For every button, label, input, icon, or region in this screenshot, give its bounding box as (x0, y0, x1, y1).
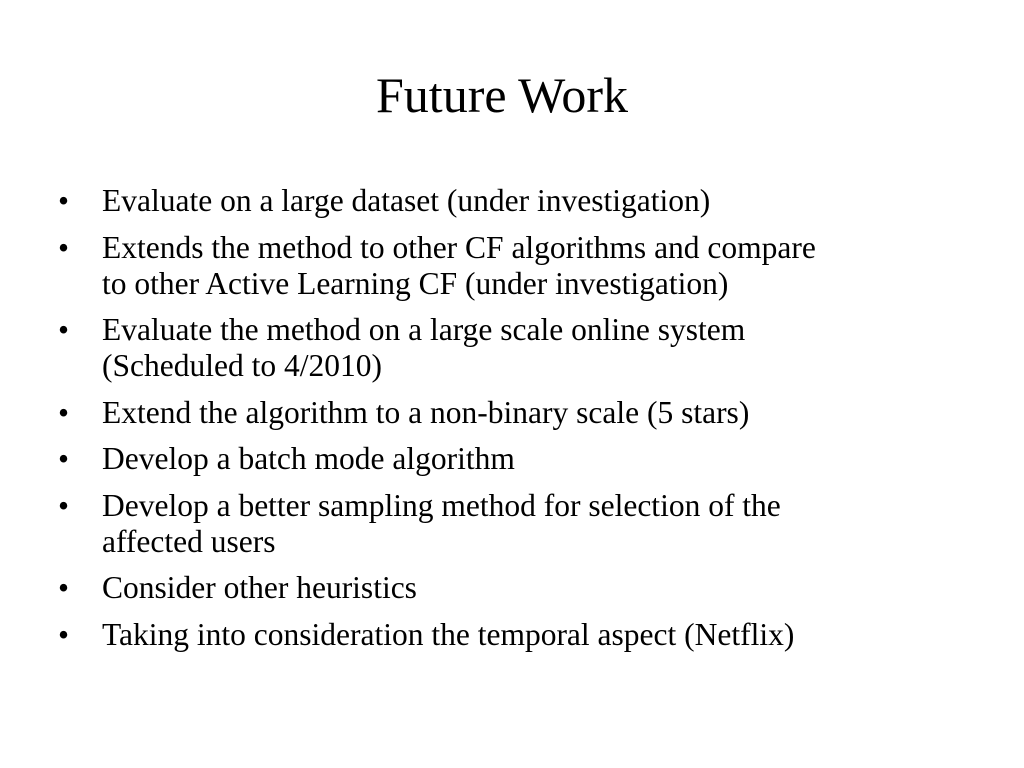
bullet-icon: • (58, 183, 70, 218)
bullet-icon: • (58, 487, 70, 523)
bullet-item (58, 441, 1018, 477)
bullet-text-line: Evaluate on a large dataset (under investigation) (102, 183, 711, 218)
bullet-list (58, 183, 1018, 663)
bullet-item (58, 183, 1018, 219)
bullet-icon: • (58, 229, 70, 265)
bullet-text-line: Extend the algorithm to a non-binary scale (5 stars) (102, 394, 750, 430)
bullet-text-line: (Scheduled to 4/2010) (102, 348, 382, 383)
bullet-text-line: Evaluate the method on a large scale online system (102, 312, 746, 347)
bullet-item (58, 617, 1018, 653)
bullet-item (58, 230, 1018, 302)
bullet-text-line: to other Active Learning CF (under investigation) (102, 265, 729, 301)
bullet-text-line: affected users (102, 523, 276, 559)
bullet-icon: • (58, 312, 70, 347)
bullet-icon: • (58, 616, 70, 652)
bullet-icon: • (58, 441, 70, 476)
bullet-text-line: Taking into consideration the temporal aspect (Netflix) (102, 616, 795, 652)
bullet-text-line: Consider other heuristics (102, 570, 417, 605)
bullet-item (58, 488, 1018, 560)
bullet-item (58, 570, 1018, 606)
bullet-text-line: Develop a better sampling method for selection of the (102, 487, 781, 523)
bullet-item (58, 312, 1018, 384)
slide-title: Future Work (376, 67, 628, 123)
bullet-item (58, 395, 1018, 431)
bullet-text-line: Extends the method to other CF algorithms and compare (102, 229, 816, 265)
bullet-text-line: Develop a batch mode algorithm (102, 441, 515, 476)
bullet-icon: • (58, 394, 70, 430)
bullet-icon: • (58, 570, 70, 605)
